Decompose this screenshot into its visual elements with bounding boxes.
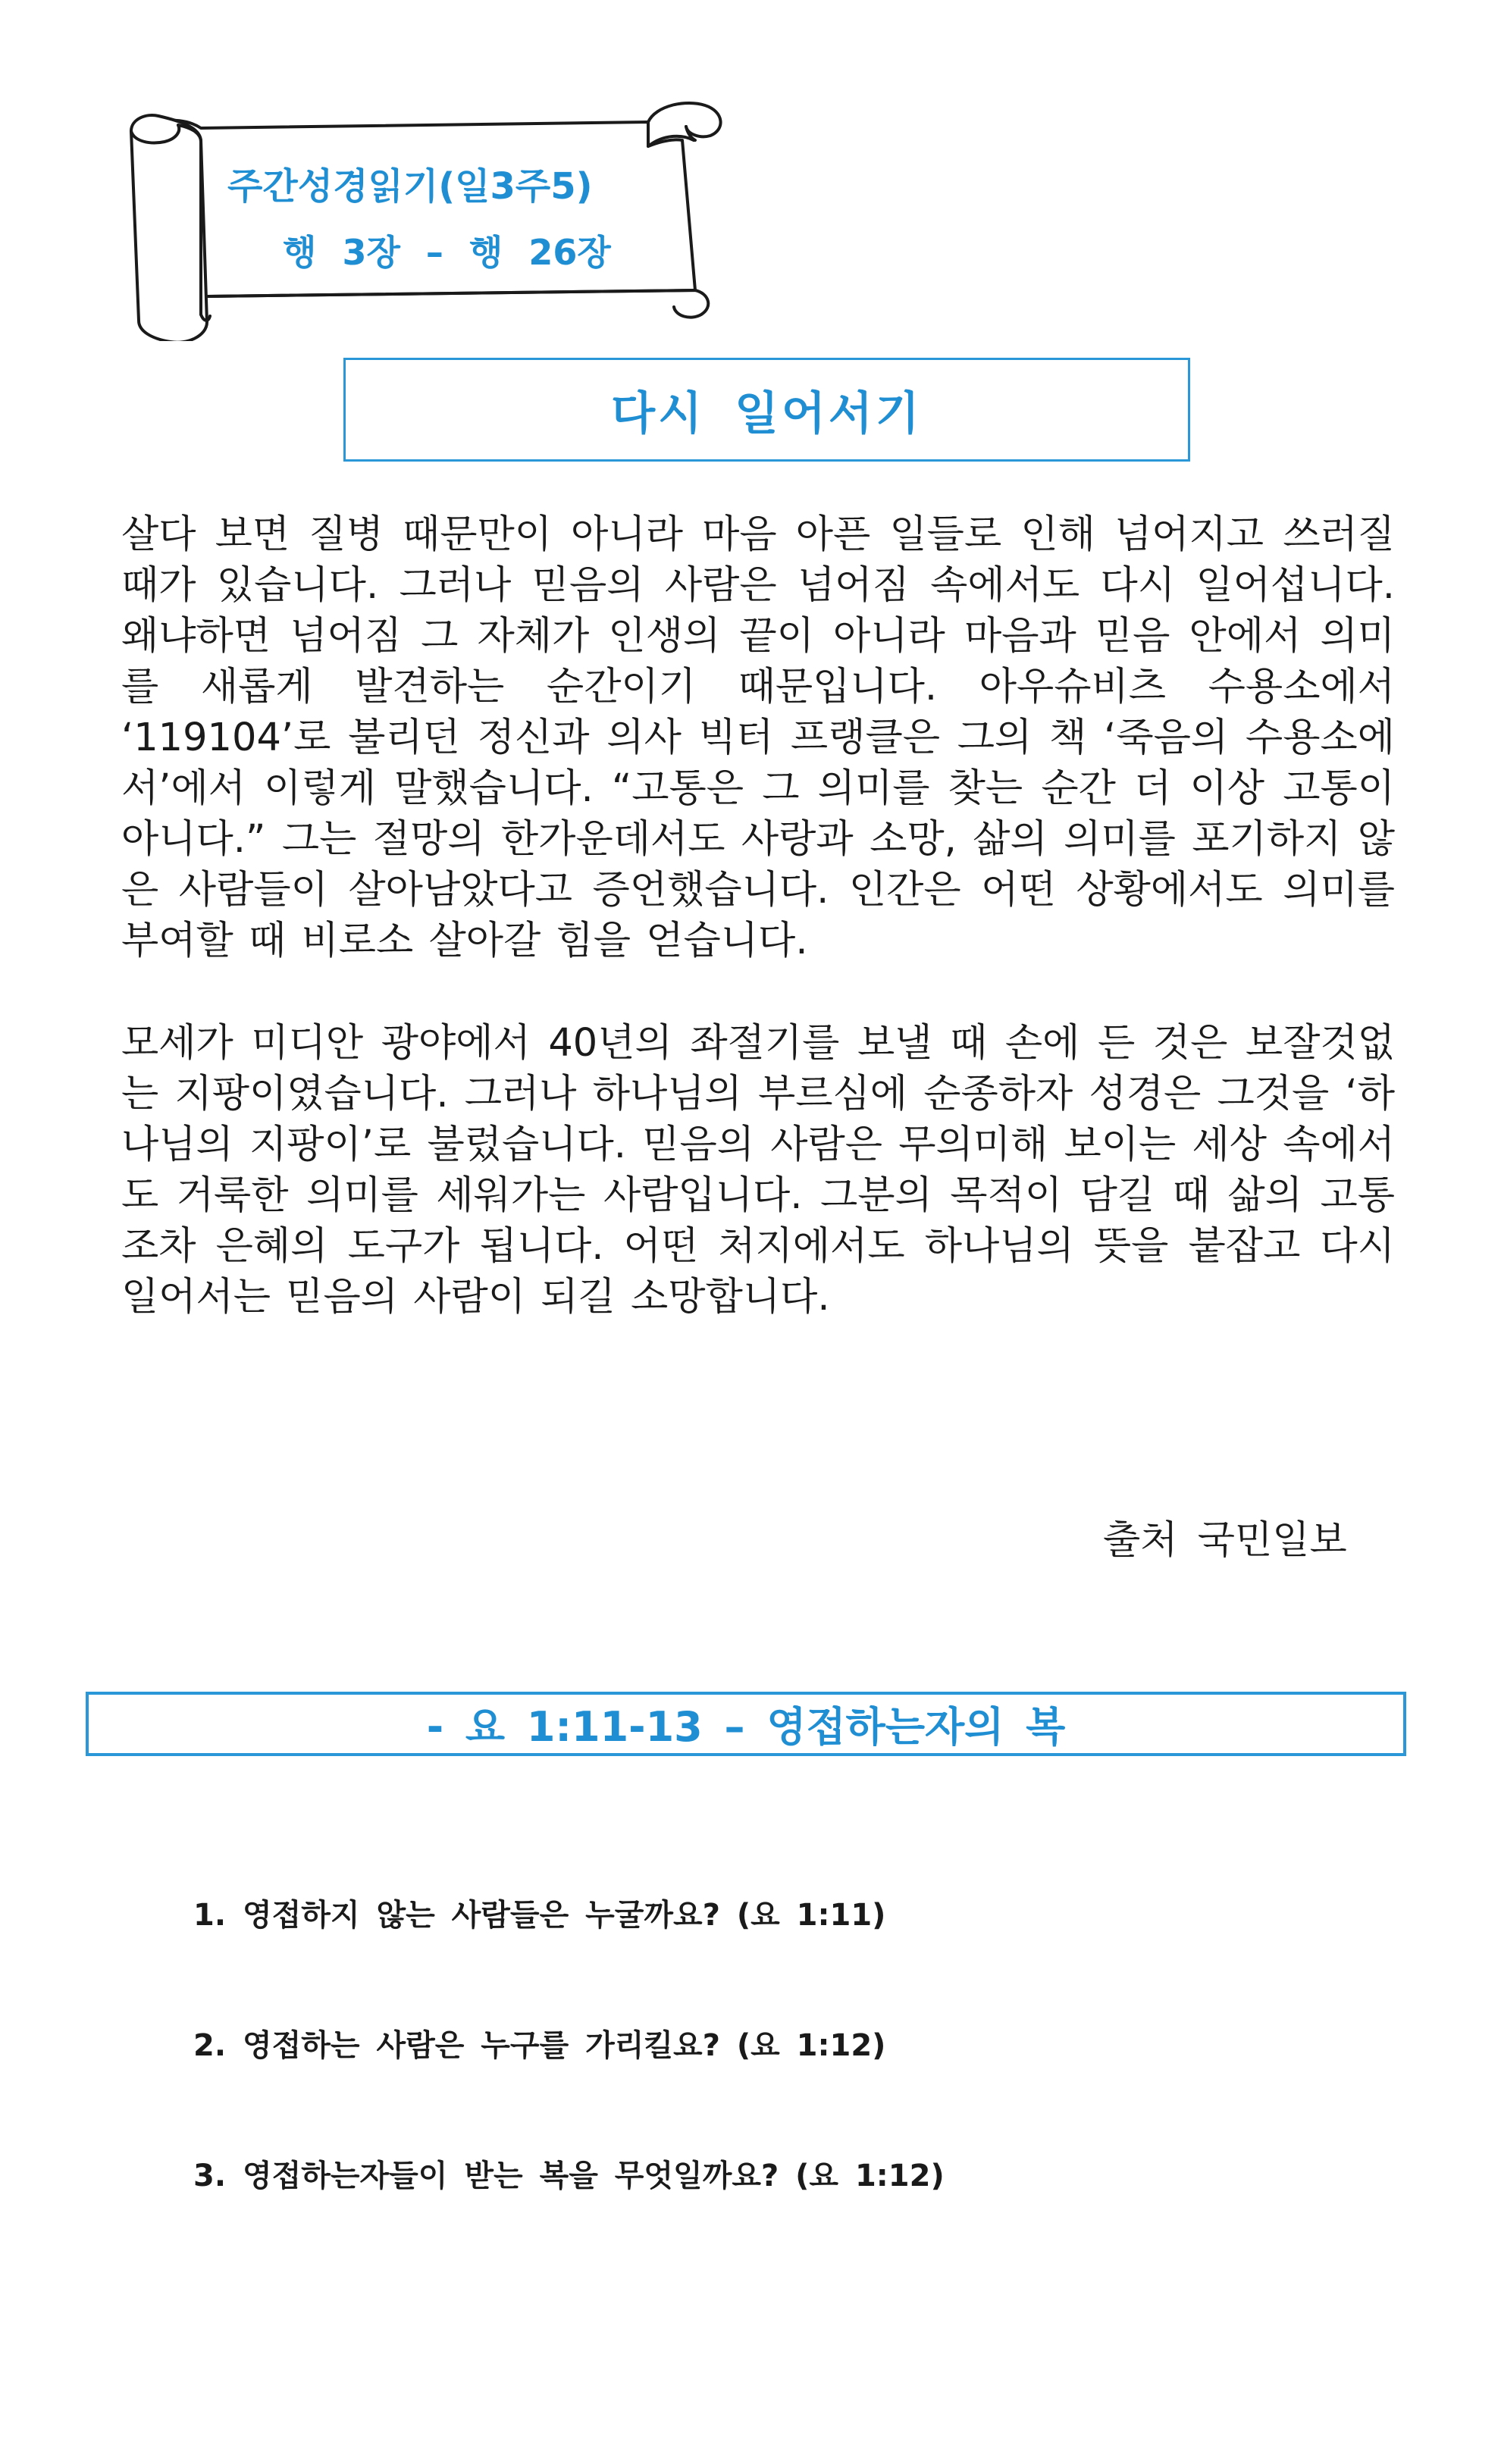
study-heading-box xyxy=(86,1692,1406,1756)
scroll-graphic xyxy=(125,95,732,341)
article-paragraph: 모세가 미디안 광야에서 40년의 좌절기를 보낼 때 손에 든 것은 보잘것없는 지팡이였습니다. 그러나 하나님의 부르심에 순종하자 성경은 그것을 ‘하나님의 지팡이’로 불렀습니다. 믿음의 사람은 무의미해 보이는 세상 속에서도 거룩한 의미를 세워가는 사람입니다. 그분의 목적이 담길 때 삶의 고통조차 은혜의 도구가 됩니다. 어떤 처지에서도 하나님의 뜻을 붙잡고 다시 일어서는 믿음의 사람이 되길 소망합니다. xyxy=(121,1021,1395,1320)
weekly-reading-title: 주간성경읽기(일3주5) xyxy=(227,165,593,208)
article-title: 다시 일어서기 xyxy=(611,387,923,440)
study-heading: - 요 1:11-13 – 영접하는자의 복 xyxy=(426,1703,1066,1751)
question-item: 1. 영접하지 않는 사람들은 누굴까요? (요 1:11) xyxy=(193,1898,886,1933)
question-item: 3. 영접하는자들이 받는 복을 무엇일까요? (요 1:12) xyxy=(193,2159,945,2193)
reading-range: 행 3장 – 행 26장 xyxy=(283,232,611,273)
article-paragraph: 살다 보면 질병 때문만이 아니라 마음 아픈 일들로 인해 넘어지고 쓰러질 때가 있습니다. 그러나 믿음의 사람은 넘어짐 속에서도 다시 일어섭니다. 왜냐하면 넘어짐 그 자체가 인생의 끝이 아니라 마음과 믿음 안에서 의미를 새롭게 발견하는 순간이기 때문입니다. 아우슈비츠 수용소에서 ‘119104’로 불리던 정신과 의사 빅터 프랭클은 그의 책 ‘죽음의 수용소에서’에서 이렇게 말했습니다. “고통은 그 의미를 찾는 순간 더 이상 고통이 아니다.” 그는 절망의 한가운데서도 사랑과 소망, 삶의 의미를 포기하지 않은 사람들이 살아남았다고 증언했습니다. 인간은 어떤 상황에서도 의미를 부여할 때 비로소 살아갈 힘을 얻습니다. xyxy=(121,512,1395,963)
question-list xyxy=(193,1891,1330,2282)
question-item: 2. 영접하는 사람은 누구를 가리킬요? (요 1:12) xyxy=(193,2028,886,2063)
scroll-banner xyxy=(125,95,732,341)
article-body xyxy=(121,509,1395,1323)
article-title-box xyxy=(343,358,1190,462)
article-source: 출처 국민일보 xyxy=(1103,1518,1347,1563)
